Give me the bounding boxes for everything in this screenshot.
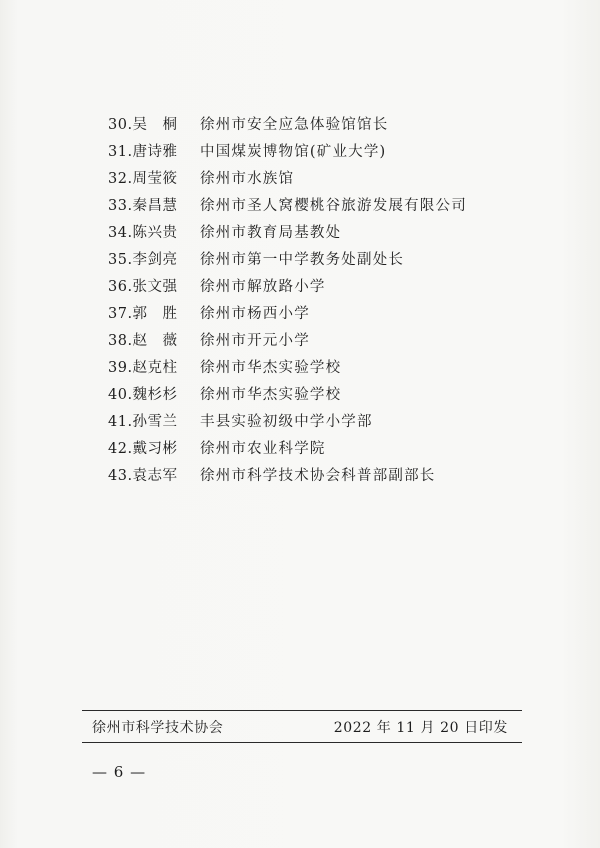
list-item (108, 380, 467, 407)
list-item-org: 徐州市水族馆 (200, 171, 295, 187)
list-item (108, 299, 467, 326)
footer-bottom-divider (82, 742, 522, 743)
list-item-name: 41.孙雪兰 (108, 414, 178, 430)
list-item-name: 43.袁志军 (108, 468, 178, 484)
list-item-org: 徐州市安全应急体验馆馆长 (200, 117, 389, 133)
list-item-org: 徐州市杨西小学 (200, 306, 310, 322)
list-item-org: 徐州市解放路小学 (200, 279, 326, 295)
list-item (108, 110, 467, 137)
list-item (108, 326, 467, 353)
list-item (108, 461, 467, 488)
list-item-name: 33.秦昌慧 (108, 198, 178, 214)
list-item-org: 徐州市华杰实验学校 (200, 387, 342, 403)
list-item-name: 31.唐诗雅 (108, 144, 178, 160)
list-item-name: 40.魏杉杉 (108, 387, 178, 403)
list-item-name: 32.周莹筱 (108, 171, 178, 187)
list-item (108, 407, 467, 434)
list-item (108, 272, 467, 299)
list-item (108, 137, 467, 164)
list-item-org: 中国煤炭博物馆(矿业大学) (200, 144, 387, 160)
page-number: — 6 — (92, 763, 147, 781)
list-item-org: 徐州市第一中学教务处副处长 (200, 252, 405, 268)
member-list (108, 110, 467, 488)
list-item-org: 徐州市教育局基教处 (200, 225, 342, 241)
list-item-org: 徐州市华杰实验学校 (200, 360, 342, 376)
footer-date: 2022 年 11 月 20 日印发 (333, 720, 508, 736)
list-item-name: 39.赵克柱 (108, 360, 178, 376)
list-item-org: 徐州市开元小学 (200, 333, 310, 349)
list-item-name: 37.郭 胜 (108, 306, 178, 322)
footer-top-divider (82, 710, 522, 711)
list-item (108, 164, 467, 191)
list-item-name: 35.李剑亮 (108, 252, 178, 268)
list-item-name: 42.戴习彬 (108, 441, 178, 457)
list-item (108, 191, 467, 218)
list-item (108, 245, 467, 272)
list-item-name: 30.吴 桐 (108, 117, 178, 133)
footer-issuer: 徐州市科学技术协会 (92, 720, 224, 736)
list-item-name: 38.赵 薇 (108, 333, 178, 349)
list-item-org: 徐州市农业科学院 (200, 441, 326, 457)
list-item-name: 34.陈兴贵 (108, 225, 178, 241)
list-item (108, 353, 467, 380)
list-item (108, 218, 467, 245)
list-item-org: 丰县实验初级中学小学部 (200, 414, 373, 430)
list-item (108, 434, 467, 461)
list-item-name: 36.张文强 (108, 279, 178, 295)
list-item-org: 徐州市圣人窝樱桃谷旅游发展有限公司 (200, 198, 467, 214)
list-item-org: 徐州市科学技术协会科普部副部长 (200, 468, 436, 484)
